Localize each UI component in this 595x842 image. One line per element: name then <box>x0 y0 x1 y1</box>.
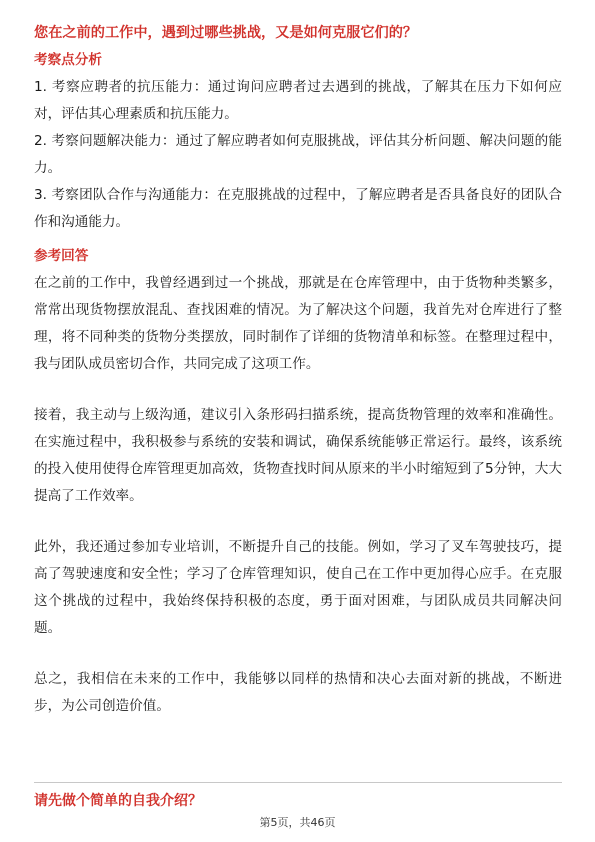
section-divider <box>34 782 562 783</box>
interview-question: 您在之前的工作中，遇到过哪些挑战，又是如何克服它们的？ <box>34 25 418 41</box>
page-number: 第5页，共46页 <box>259 816 336 829</box>
answer-paragraph-block <box>34 534 562 642</box>
answer-paragraph: 接着，我主动与上级沟通，建议引入条形码扫描系统，提高货物管理的效率和准确性。在实施过程中，我积极参与系统的安装和调试，确保系统能够正常运行。最终，该系统的投入使用使得仓库管理更加高效，货物查找时间从原来的半小时缩短到了5分钟，大大提高了工作效率。 <box>34 407 562 504</box>
analysis-heading: 考察点分析 <box>34 52 102 68</box>
answer-paragraph-block <box>34 270 562 378</box>
answer-paragraph-block <box>34 402 562 510</box>
page-content <box>34 22 562 730</box>
analysis-list <box>34 74 562 236</box>
analysis-item: 2. 考察问题解决能力：通过了解应聘者如何克服挑战，评估其分析问题、解决问题的能力。 <box>34 133 562 176</box>
analysis-item: 1. 考察应聘者的抗压能力：通过询问应聘者过去遇到的挑战，了解其在压力下如何应对，评估其心理素质和抗压能力。 <box>34 79 562 122</box>
answer-paragraph: 总之，我相信在未来的工作中，我能够以同样的热情和决心去面对新的挑战，不断进步，为公司创造价值。 <box>34 671 562 714</box>
answer-paragraph: 在之前的工作中，我曾经遇到过一个挑战，那就是在仓库管理中，由于货物种类繁多，常常出现货物摆放混乱、查找困难的情况。为了解决这个问题，我首先对仓库进行了整理，将不同种类的货物分类摆放，同时制作了详细的货物清单和标签。在整理过程中，我与团队成员密切合作，共同完成了这项工作。 <box>34 275 562 372</box>
next-question-heading: 请先做个简单的自我介绍？ <box>34 793 202 809</box>
answer-heading: 参考回答 <box>34 248 89 264</box>
answer-paragraph: 此外，我还通过参加专业培训，不断提升自己的技能。例如，学习了叉车驾驶技巧，提高了驾驶速度和安全性；学习了仓库管理知识，使自己在工作中更加得心应手。在克服这个挑战的过程中，我始终保持积极的态度，勇于面对困难，与团队成员共同解决问题。 <box>34 539 562 636</box>
answer-paragraph-block <box>34 666 562 720</box>
analysis-item: 3. 考察团队合作与沟通能力：在克服挑战的过程中，了解应聘者是否具备良好的团队合作和沟通能力。 <box>34 187 562 230</box>
